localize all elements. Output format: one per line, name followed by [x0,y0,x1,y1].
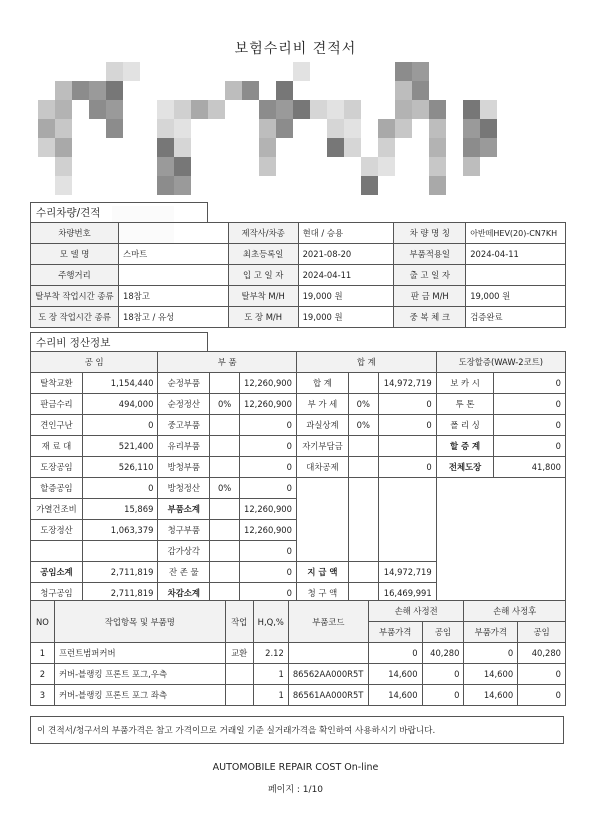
value: 현대 / 승용 [298,223,394,244]
items-table [30,600,566,706]
parts-rate [210,520,240,541]
redaction-pixel [327,100,344,119]
item-labor-after: 0 [518,685,566,706]
parts-value: 0 [240,562,297,583]
value: 18참고 / 유성 [118,307,228,328]
label: 도 장 M/H [228,307,298,328]
redaction-pixel [259,157,276,176]
redaction-pixel [89,81,106,100]
label: 입 고 일 자 [228,265,298,286]
item-name: 프런트범퍼커버 [54,643,225,664]
total-rate [348,436,378,457]
item-hq: 1 [253,664,288,685]
redaction-pixel [208,100,225,119]
redaction-pixel [378,157,395,176]
parts-value: 0 [240,436,297,457]
header-parts: 부 품 [158,352,297,373]
redaction-pixel [429,138,446,157]
header-part-price: 부품가격 [368,622,422,643]
redaction-pixel [157,100,174,119]
labor-value: 526,110 [82,457,157,478]
redaction-pixel [378,119,395,138]
total-label: 지 급 액 [296,562,348,583]
paint-value: 0 [494,415,566,436]
parts-label: 중고부품 [158,415,210,436]
redaction-pixel [174,100,191,119]
item-row [31,664,566,685]
parts-rate [210,499,240,520]
value: 18참고 [118,286,228,307]
redaction-pixel [174,176,191,195]
footer-title: AUTOMOBILE REPAIR COST On-line [212,762,379,773]
cost-row [31,499,566,520]
document-title: 보험수리비 견적서 [234,41,357,57]
total-label: 합 계 [296,373,348,394]
labor-label: 탈착교환 [31,373,83,394]
total-value: 0 [378,457,436,478]
parts-label: 순정정산 [158,394,210,415]
total-value: 14,972,719 [378,373,436,394]
cost-row [31,457,566,478]
labor-label: 공임소계 [31,562,83,583]
redaction-pixel [310,100,327,119]
label: 부품적용일 [394,244,466,265]
redaction-pixel [123,62,140,81]
parts-rate: 0% [210,478,240,499]
redaction-pixel [106,62,123,81]
total-label: 자기부담금 [296,436,348,457]
labor-label [31,541,83,562]
redaction-pixel [55,100,72,119]
item-hq: 1 [253,685,288,706]
redaction-pixel [157,138,174,157]
cost-row [31,415,566,436]
redaction-pixel [293,100,310,119]
label: 차량번호 [31,223,119,244]
redaction-pixel [429,119,446,138]
parts-label: 순정부품 [158,373,210,394]
redaction-pixel [276,119,293,138]
parts-label: 잔 존 물 [158,562,210,583]
redaction-pixel [106,100,123,119]
redaction-pixel [429,100,446,119]
total-value: 16,469,991 [378,583,436,604]
redaction-pixel [89,100,106,119]
cost-table [30,351,566,604]
label: 탈부착 작업시간 종류 [31,286,119,307]
paint-value: 0 [494,373,566,394]
item-hq: 2.12 [253,643,288,664]
redaction-pixel [327,119,344,138]
redaction-pixel [395,100,412,119]
parts-rate [210,436,240,457]
labor-value: 2,711,819 [82,562,157,583]
cost-row [31,520,566,541]
labor-label: 가열건조비 [31,499,83,520]
redaction-pixel [38,138,55,157]
redaction-pixel [157,157,174,176]
cost-row [31,562,566,583]
header-labor: 공 임 [31,352,158,373]
parts-label: 청구부품 [158,520,210,541]
item-labor-before: 0 [422,664,464,685]
total-value: 0 [378,415,436,436]
item-labor-before: 0 [422,685,464,706]
item-part-code: 86562AA000R5T [288,664,368,685]
label: 중 복 체 크 [394,307,466,328]
redaction-pixel [174,157,191,176]
labor-label: 재 료 대 [31,436,83,457]
value: 스마트 [118,244,228,265]
item-part-code [288,643,368,664]
value: 검증완료 [466,307,566,328]
value: 아반떼HEV(20)-CN7KH [466,223,566,244]
redaction-pixel [463,119,480,138]
total-rate: 0% [348,415,378,436]
redaction-pixel [106,81,123,100]
redaction-pixel [55,176,72,195]
redaction-pixel [412,62,429,81]
labor-label: 도장공임 [31,457,83,478]
header-total: 합 계 [296,352,436,373]
redaction-pixel [327,138,344,157]
parts-value: 0 [240,478,297,499]
redaction-pixel [174,138,191,157]
disclaimer-note: 이 견적서/청구서의 부품가격은 참고 가격이므로 거래일 기준 실거래가격을 확인하여 사용하시기 바랍니다. [30,716,564,744]
value: 19,000 원 [466,286,566,307]
redaction-pixel [191,100,208,119]
labor-value: 1,154,440 [82,373,157,394]
redaction-pixel [276,100,293,119]
item-row [31,685,566,706]
redaction-pixel [429,176,446,195]
header-labor: 공임 [518,622,566,643]
header-part-price: 부품가격 [464,622,518,643]
parts-rate [210,541,240,562]
labor-value [82,541,157,562]
labor-label: 할증공임 [31,478,83,499]
item-price-after: 0 [464,643,518,664]
redaction-pixel [463,100,480,119]
parts-rate [210,373,240,394]
cost-row [31,478,566,499]
label: 모 델 명 [31,244,119,265]
cost-row [31,541,566,562]
labor-label: 판금수리 [31,394,83,415]
item-price-before: 14,600 [368,664,422,685]
parts-value: 0 [240,457,297,478]
redaction-pixel [293,62,310,81]
redaction-pixel [225,81,242,100]
parts-rate [210,562,240,583]
redaction-pixel [480,100,497,119]
redaction-pixel [38,100,55,119]
label: 제작사/차종 [228,223,298,244]
label: 출 고 일 자 [394,265,466,286]
redaction-pixel [259,100,276,119]
total-rate [348,373,378,394]
redaction-pixel [361,176,378,195]
redaction-pixel [242,81,259,100]
header-paint-surcharge: 도장할증(WAW-2코트) [436,352,565,373]
label: 주행거리 [31,265,119,286]
redaction-pixel [259,119,276,138]
cost-row [31,373,566,394]
item-no: 1 [31,643,55,664]
paint-value: 0 [494,436,566,457]
total-label: 청 구 액 [296,583,348,604]
redaction-pixel [276,81,293,100]
paint-label: 할 증 계 [436,436,494,457]
parts-label: 방청부품 [158,457,210,478]
total-value [378,436,436,457]
parts-rate [210,457,240,478]
total-label: 과실상계 [296,415,348,436]
total-rate: 0% [348,394,378,415]
redaction-pixel [106,119,123,138]
redaction-pixel [344,138,361,157]
labor-label: 도장정산 [31,520,83,541]
total-rate [348,457,378,478]
redaction-pixel [55,81,72,100]
header-no: NO [31,601,55,643]
paint-label: 폴 리 싱 [436,415,494,436]
parts-value: 0 [240,583,297,604]
label: 탈부착 M/H [228,286,298,307]
labor-value: 521,400 [82,436,157,457]
item-part-code: 86561AA000R5T [288,685,368,706]
item-price-before: 14,600 [368,685,422,706]
vehicle-section-title: 수리차량/견적 [30,202,208,222]
redaction-pixel [157,119,174,138]
redaction-pixel [344,100,361,119]
redaction-pixel [259,138,276,157]
paint-label: 전체도장 [436,457,494,478]
labor-value: 15,869 [82,499,157,520]
labor-label: 청구공임 [31,583,83,604]
header-part-code: 부품코드 [288,601,368,643]
parts-label: 차감소계 [158,583,210,604]
item-no: 3 [31,685,55,706]
item-name: 커버-블랭킹 프론트 포그,우측 [54,664,225,685]
vehicle-info-table [30,222,566,328]
item-price-after: 14,600 [464,664,518,685]
item-no: 2 [31,664,55,685]
total-rate [348,562,378,583]
redaction-pixel [174,119,191,138]
header-hq: H,Q,% [253,601,288,643]
redaction-pixel [395,119,412,138]
parts-value: 12,260,900 [240,394,297,415]
cost-row [31,394,566,415]
value: 2021-08-20 [298,244,394,265]
item-labor-after: 40,280 [518,643,566,664]
cost-section-title: 수리비 정산정보 [30,332,208,352]
redaction-pixel [344,119,361,138]
value: 2024-04-11 [466,244,566,265]
total-label: 대차공제 [296,457,348,478]
label: 최초등록일 [228,244,298,265]
total-value: 14,972,719 [378,562,436,583]
header-work: 작업 [225,601,253,643]
item-labor-after: 0 [518,664,566,685]
labor-value: 0 [82,415,157,436]
paint-label: 투 톤 [436,394,494,415]
redaction-pixel [55,119,72,138]
label: 판 금 M/H [394,286,466,307]
item-row [31,643,566,664]
header-before-adjust: 손해 사정전 [368,601,464,622]
redaction-pixel [361,157,378,176]
redaction-pixel [38,119,55,138]
redaction-pixel [429,157,446,176]
parts-label: 방청정산 [158,478,210,499]
redaction-pixel [55,157,72,176]
redaction-pixel [412,81,429,100]
page-number: 페이지 : 1/10 [267,785,324,795]
redaction-pixel [378,138,395,157]
item-work [225,664,253,685]
total-value: 0 [378,394,436,415]
item-price-after: 14,600 [464,685,518,706]
parts-label: 부품소계 [158,499,210,520]
item-work: 교환 [225,643,253,664]
parts-value: 0 [240,415,297,436]
value: 19,000 원 [298,286,394,307]
item-work [225,685,253,706]
redaction-pixel [480,138,497,157]
header-item-name: 작업항목 및 부품명 [54,601,225,643]
redaction-pixel [463,138,480,157]
parts-value: 12,260,900 [240,373,297,394]
parts-value: 0 [240,541,297,562]
labor-value: 0 [82,478,157,499]
value: 19,000 원 [298,307,394,328]
paint-value: 0 [494,394,566,415]
labor-value: 2,711,819 [82,583,157,604]
redaction-pixel [480,119,497,138]
parts-rate: 0% [210,394,240,415]
redaction-pixel [55,138,72,157]
redaction-pixel [463,157,480,176]
header-after-adjust: 손해 사정후 [464,601,566,622]
cost-row [31,436,566,457]
redaction-pixel [157,176,174,195]
labor-label: 견인구난 [31,415,83,436]
pixelated-redaction [38,62,494,196]
paint-label: 보 카 시 [436,373,494,394]
header-labor: 공임 [422,622,464,643]
labor-value: 1,063,379 [82,520,157,541]
parts-label: 감가상각 [158,541,210,562]
parts-label: 유리부품 [158,436,210,457]
redaction-pixel [395,81,412,100]
item-labor-before: 40,280 [422,643,464,664]
item-name: 커버-블랭킹 프론트 포그 좌측 [54,685,225,706]
item-price-before: 0 [368,643,422,664]
total-label: 부 가 세 [296,394,348,415]
redaction-pixel [412,100,429,119]
label: 도 장 작업시간 종류 [31,307,119,328]
labor-value: 494,000 [82,394,157,415]
parts-rate [210,415,240,436]
redaction-pixel [395,62,412,81]
parts-value: 12,260,900 [240,499,297,520]
value: 2024-04-11 [298,265,394,286]
redaction-pixel [72,81,89,100]
label: 차 량 명 칭 [394,223,466,244]
parts-value: 12,260,900 [240,520,297,541]
paint-value: 41,800 [494,457,566,478]
